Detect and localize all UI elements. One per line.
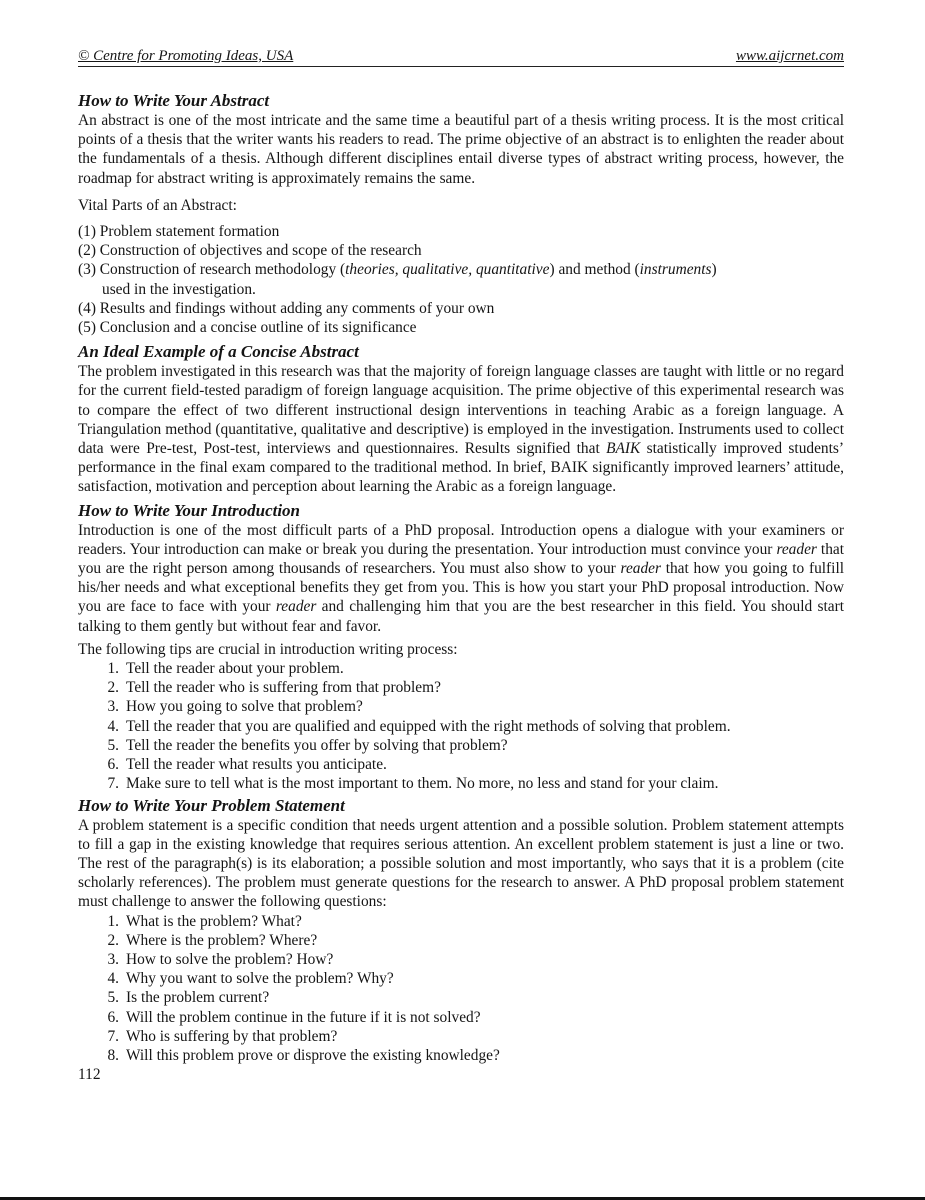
- journal-url[interactable]: www.aijcrnet.com: [735, 48, 844, 64]
- list-item: 3. How you going to solve that problem?: [107, 698, 363, 716]
- problem-heading: How to Write Your Problem Statement: [78, 795, 345, 815]
- list-item: (3) Construction of research methodology (theories, qualitative, quantitative) and method (instruments) used in the investigation.: [78, 261, 717, 298]
- list-item: (5) Conclusion and a concise outline of its significance: [78, 319, 417, 337]
- vital-parts-list: [78, 222, 844, 337]
- list-item: 1. What is the problem? What?: [107, 912, 302, 930]
- list-item: 8. Will this problem prove or disprove the existing knowledge?: [107, 1046, 500, 1064]
- list-item: (2) Construction of objectives and scope of the research: [78, 242, 422, 260]
- questions-list: [78, 912, 844, 1066]
- introduction-paragraph: Introduction is one of the most difficult parts of a PhD proposal. Introduction opens a dialogue with your examiners or readers. Your introduction can make or break you during the presentation. Your introduction must convince your reader that you are the right person among thousands of researchers. You must also show to your reader that how you going to fulfill his/her needs and what exceptional benefits they get from you. This is how you start your PhD proposal introduction. Now you are face to face with your reader and challenging him that you are the best researcher in this field. You should start talking to them gently but without fear and favor.: [78, 521, 844, 635]
- running-header: [78, 48, 844, 67]
- list-item: (1) Problem statement formation: [78, 223, 280, 241]
- list-item: 1. Tell the reader about your problem.: [107, 660, 344, 678]
- example-paragraph: The problem investigated in this research was that the majority of foreign language classes are taught with little or no regard for the current field-tested paradigm of foreign language acquisition. The prime objective of this experimental research was to compare the effect of two different instructional design interventions in teaching Arabic as a foreign language. A Triangulation method (quantitative, qualitative and descriptive) is employed in the investigation. Instruments used to collect data were Pre-test, Post-test, interviews and questionnaires. Results signified that BAIK statistically improved students’ performance in the final exam compared to the traditional method. In brief, BAIK significantly improved learners’ attitude, satisfaction, motivation and perception about learning the Arabic as a foreign language.: [78, 363, 844, 496]
- list-item: 2. Tell the reader who is suffering from that problem?: [107, 679, 441, 697]
- publisher-credit: © Centre for Promoting Ideas, USA: [78, 48, 294, 64]
- list-item: 6. Tell the reader what results you anticipate.: [107, 756, 387, 774]
- list-item: (4) Results and findings without adding any comments of your own: [78, 299, 495, 317]
- list-item: 7. Who is suffering by that problem?: [107, 1027, 338, 1045]
- list-item: 4. Why you want to solve the problem? Why?: [107, 970, 394, 988]
- list-item: 3. How to solve the problem? How?: [107, 950, 334, 968]
- list-item: 6. Will the problem continue in the future if it is not solved?: [107, 1008, 481, 1026]
- list-item: 2. Where is the problem? Where?: [107, 931, 318, 949]
- page-number: 112: [78, 1066, 101, 1084]
- document-page: [78, 48, 844, 1084]
- abstract-paragraph: An abstract is one of the most intricate and the same time a beautiful part of a thesis writing process. It is the most critical points of a thesis that the writer wants his readers to read. The prime objective of an abstract is to enlighten the reader about the fundamentals of a thesis. Although different disciplines entail diverse types of abstract writing process, however, the roadmap for abstract writing is approximately remains the same.: [78, 112, 844, 187]
- list-item: 5. Is the problem current?: [107, 989, 270, 1007]
- tips-intro: The following tips are crucial in introduction writing process:: [78, 640, 458, 658]
- tips-list: [78, 659, 844, 793]
- problem-paragraph: A problem statement is a specific condition that needs urgent attention and a possible solution. Problem statement attempts to fill a gap in the existing knowledge that requires serious attention. An excellent problem statement is just a line or two. The rest of the paragraph(s) is its elaboration; a possible solution and most importantly, who says that it is a problem (cite scholarly references). The problem must generate questions for the research to answer. A PhD proposal problem statement must challenge to answer the following questions:: [78, 816, 844, 911]
- list-item: 4. Tell the reader that you are qualified and equipped with the right methods of solving that problem.: [107, 717, 731, 735]
- introduction-heading: How to Write Your Introduction: [78, 500, 301, 520]
- list-item: 5. Tell the reader the benefits you offer by solving that problem?: [107, 736, 508, 754]
- example-heading: An Ideal Example of a Concise Abstract: [78, 342, 359, 362]
- vital-parts-label: Vital Parts of an Abstract:: [78, 196, 237, 214]
- abstract-heading: How to Write Your Abstract: [78, 91, 270, 110]
- list-item: 7. Make sure to tell what is the most important to them. No more, no less and stand for your claim.: [107, 775, 719, 793]
